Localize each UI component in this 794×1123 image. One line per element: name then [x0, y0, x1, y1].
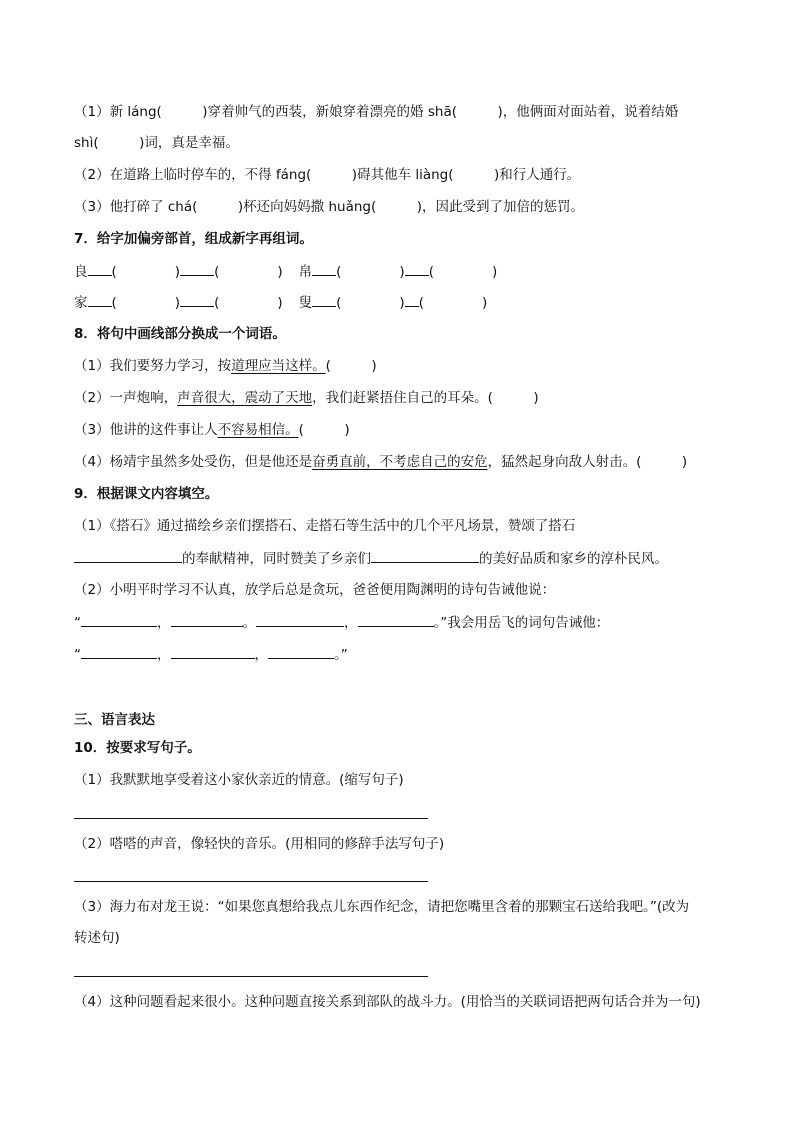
blank[interactable]: [81, 645, 157, 659]
q7-char-sou: 叟: [298, 295, 313, 311]
blank[interactable]: [171, 645, 255, 659]
q6-line-3: （2）在道路上临时停车的，不得 fáng( )碍其他车 liàng( )和行人通行。: [74, 167, 581, 183]
q8-sentence-4: （4）杨靖宇虽然多处受伤，但是他还是奋勇直前，不考虑自己的安危，猛然起身向敌人射击。( ): [74, 454, 688, 470]
underlined-phrase: 奋勇直前，不考虑自己的安危: [312, 454, 488, 470]
q6-line-1: （1）新 láng( )穿着帅气的西装，新娘穿着漂亮的婚 shā( )，他俩面对面站着，说着结婚: [74, 104, 679, 120]
blank[interactable]: [405, 262, 429, 276]
q8-sentence-1: （1）我们要努力学习，按道理应当这样。( ): [74, 358, 377, 374]
blank[interactable]: [180, 262, 214, 276]
q8-title: 8．将句中画线部分换成一个词语。: [74, 326, 286, 342]
underlined-phrase: 声音很大，震动了天地: [177, 390, 313, 406]
q10-item-3-line-2: 转述句): [74, 930, 120, 946]
blank[interactable]: [171, 613, 243, 627]
answer-line[interactable]: [74, 818, 428, 819]
blank[interactable]: [358, 613, 434, 627]
blank[interactable]: [268, 645, 334, 659]
q10-item-1: （1）我默默地享受着这小家伙亲近的情意。(缩写句子): [74, 772, 404, 788]
blank[interactable]: [371, 549, 479, 563]
q7-title: 7．给字加偏旁部首，组成新字再组词。: [74, 231, 313, 247]
answer-line[interactable]: [74, 881, 428, 882]
underlined-phrase: 不容易相信。: [217, 422, 299, 438]
q10-item-3-line-1: （3）海力布对龙王说：“如果您真想给我点儿东西作纪念，请把您嘴里含着的那颗宝石送给我吧。”(改为: [74, 899, 690, 915]
blank[interactable]: [81, 613, 157, 627]
blank[interactable]: [312, 262, 336, 276]
q7-char-liang: 良: [74, 264, 88, 280]
blank[interactable]: [312, 293, 336, 307]
q10-item-4: （4）这种问题看起来很小。这种问题直接关系到部队的战斗力。(用恰当的关联词语把两句话合并为一句): [74, 994, 701, 1010]
blank[interactable]: [74, 549, 182, 563]
q10-item-2: （2）嗒嗒的声音，像轻快的音乐。(用相同的修辞手法写句子): [74, 836, 445, 852]
q9-para-2: 的奉献精神，同时赞美了乡亲们 的美好品质和家乡的淳朴民风。: [74, 549, 668, 568]
q7-row-1: 良 ( ) ( ) 帛 ( ) ( ): [74, 264, 498, 280]
blank[interactable]: [256, 613, 344, 627]
underlined-phrase: 道理应当这样。: [231, 358, 326, 374]
section-3-title: 三、语言表达: [74, 712, 155, 728]
q8-sentence-3: （3）他讲的这件事让人不容易相信。( ): [74, 422, 350, 438]
q9-ci-blanks: “ ， ， 。”: [74, 647, 348, 663]
q9-para-3: （2）小明平时学习不认真，放学后总是贪玩，爸爸便用陶渊明的诗句告诫他说：: [74, 582, 556, 598]
q9-para-1: （1）《搭石》通过描绘乡亲们摆搭石、走搭石等生活中的几个平凡场景，赞颂了搭石: [74, 518, 576, 534]
q10-title: 10．按要求写句子。: [74, 740, 201, 756]
q7-row-2: 家 ( ) ( ) 叟 ( ) ( ): [74, 295, 488, 311]
q7-char-bo: 帛: [298, 264, 313, 280]
q6-line-2: shì( )词，真是幸福。: [74, 135, 239, 151]
blank[interactable]: [405, 293, 419, 307]
blank[interactable]: [88, 293, 112, 307]
q6-line-4: （3）他打碎了 chá( )杯还向妈妈撒 huǎng( )，因此受到了加倍的惩罚。: [74, 199, 584, 215]
q9-poem-blanks: “ ， 。 ， 。”我会用岳飞的词句告诫他：: [74, 615, 610, 631]
answer-line[interactable]: [74, 976, 428, 977]
blank[interactable]: [88, 262, 112, 276]
q8-sentence-2: （2）一声炮响，声音很大，震动了天地，我们赶紧捂住自己的耳朵。( ): [74, 390, 539, 406]
q7-char-jia: 家: [74, 295, 88, 311]
q9-title: 9．根据课文内容填空。: [74, 486, 219, 502]
blank[interactable]: [180, 293, 214, 307]
